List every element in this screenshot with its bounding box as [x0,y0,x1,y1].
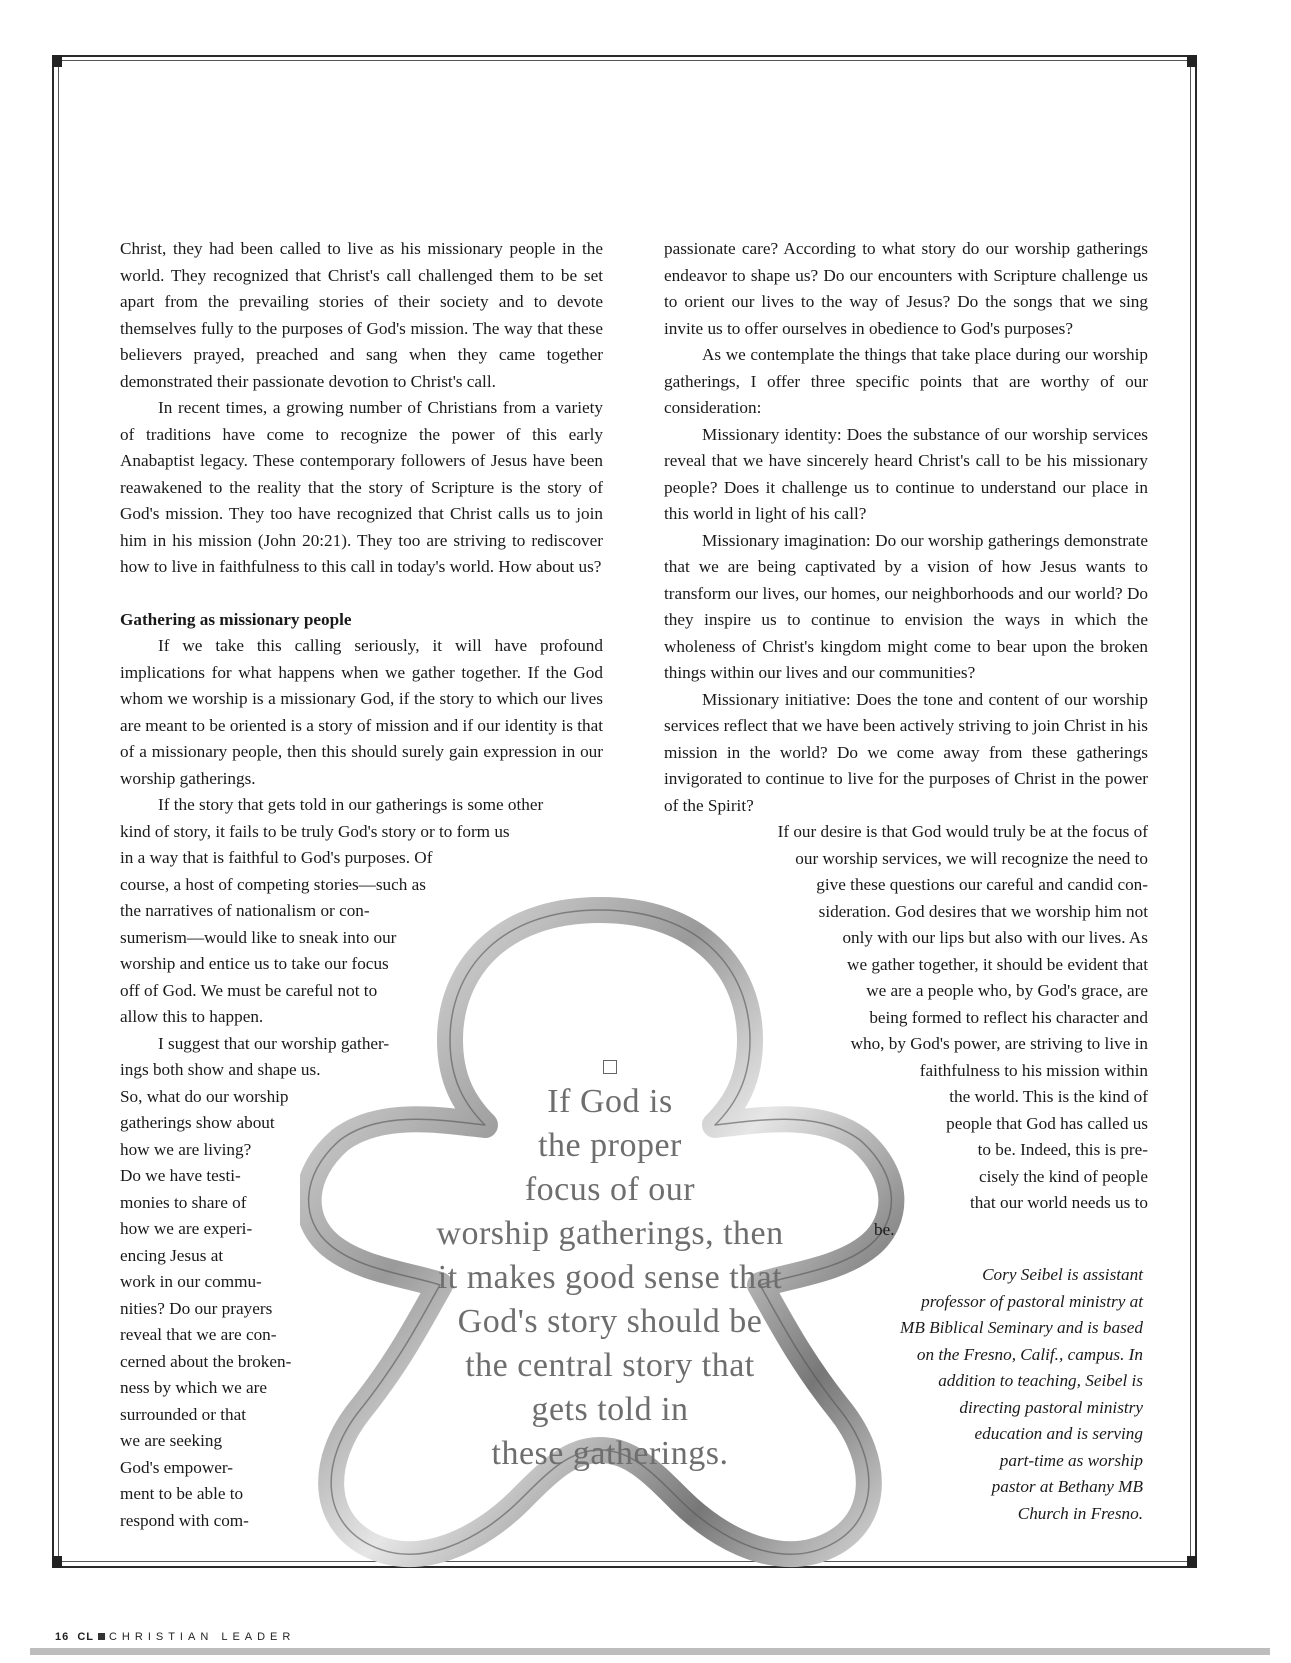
text-line: reveal that we are con- [120,1325,277,1344]
text-line: off of God. We must be careful not to [120,980,378,1000]
bio-line: education and is serving [974,1424,1143,1443]
bio-line: part-time as worship [999,1450,1143,1470]
pull-quote-line: God's story should be [457,1303,763,1340]
text-line: in a way that is faithful to God's purposes. Of [120,848,433,867]
paragraph: Christ, they had been called to live as his missionary people in the world. They recognized that Christ's call challenged them to be set apart from the prevailing stories of their society and to devote themselves fully to the purposes of God's mission. The way that these believers prayed, preached and sang when they came together demonstrated their passionate devotion to Christ's call. [120,239,603,391]
paragraph: passionate care? According to what story do our worship gatherings endeavor to shape us? Do our encounters with Scripture challenge us to orient our lives to the way of Jesus? Do the songs that we sing invite us to offer ourselves in obedience to God's purposes? [664,239,1148,338]
frame-corner [52,55,62,67]
text-line: kind of story, it fails to be truly God's story or to form us [120,821,510,841]
text-line: we are seeking [120,1431,223,1450]
paragraph: Missionary imagination: Do our worship gatherings demonstrate that we are being captivated by a vision of how Jesus wants to transform our lives, our homes, our neighborhoods and our world? Do they inspire us to continue to envision the ways in which the wholeness of Christ's kingdom might come to bear upon the broken things within our lives and our communities? [664,530,1148,682]
text-line: If our desire is that God would truly be at the focus of [777,822,1148,841]
paragraph: In recent times, a growing number of Christians from a variety of traditions have come to recognize the power of this early Anabaptist legacy. These contemporary followers of Jesus have been reawakened to the reality that the story of Scripture is the story of God's mission. They too have recognized that Christ calls us to join him in his mission (John 20:21). They too are striving to rediscover how to live in faithfulness to this call in today's world. How about us? [120,398,603,576]
text-line: nities? Do our prayers [120,1298,273,1318]
bio-line: Cory Seibel is assistant [982,1265,1143,1284]
section-subheading: Gathering as missionary people [120,609,352,629]
page-footer [55,1631,295,1643]
pull-quote-line: these gatherings. [491,1435,729,1472]
text-line: Do we have testi- [120,1166,241,1185]
paragraph [664,819,1148,1243]
frame-corner [1187,55,1197,67]
text-line: monies to share of [120,1192,247,1212]
bio-line: professor of pastoral ministry at [921,1291,1143,1311]
text-line: how we are experi- [120,1219,253,1238]
text-line: faithfulness to his mission within [919,1060,1148,1080]
frame-corner [1187,1556,1197,1568]
left-column [120,236,603,1534]
text-line: people that God has called us [946,1113,1148,1133]
text-line: how we are living? [120,1139,252,1159]
frame-corner [52,1556,62,1568]
pull-quote-line: If God is [547,1083,673,1120]
pull-quote-line: the proper [538,1127,682,1164]
text-line: ness by which we are [120,1378,268,1397]
text-line: If the story that gets told in our gatherings is some other [158,795,544,814]
right-column [664,236,1148,1243]
text-line: cisely the kind of people [979,1166,1148,1186]
text-line: the world. This is the kind of [949,1087,1148,1106]
text-line: gatherings show about [120,1113,275,1132]
bio-line: directing pastoral ministry [959,1397,1143,1417]
text-line: allow this to happen. [120,1007,264,1026]
text-line: surrounded or that [120,1404,247,1424]
bio-line: Church in Fresno. [1017,1503,1143,1523]
text-line: our worship services, we will recognize the need to [795,848,1148,868]
paragraph: Missionary initiative: Does the tone and content of our worship services reflect that we have been actively striving to join Christ in his mission in the world? Do we come away from these gatherings invigorated to continue to live for the purposes of Christ in the power of the Spirit? [664,689,1148,815]
text-line: ings both show and shape us. [120,1060,321,1079]
paragraph: If we take this calling seriously, it will have profound implications for what happens when we gather together. If the God whom we worship is a missionary God, if the story to which our lives are meant to be oriented is a story of mission and if our identity is that of a missionary people, then this should surely gain expression in our worship gatherings. [120,636,603,788]
square-bullet-icon [98,1633,105,1640]
pull-quote-line: it makes good sense that [437,1259,783,1296]
text-line: sideration. God desires that we worship him not [818,901,1148,921]
text-line: being formed to reflect his character and [869,1007,1148,1027]
pull-quote-line: worship gatherings, then [436,1215,784,1252]
text-line: sumerism—would like to sneak into our [120,927,397,947]
paragraph [120,1031,603,1535]
text-line: work in our commu- [120,1272,262,1291]
text-line: that our world needs us to [969,1193,1148,1212]
text-line: respond with com- [120,1510,249,1530]
paragraph [120,792,603,1031]
pull-quote-line: the central story that [465,1347,755,1384]
bio-line: MB Biblical Seminary and is based [900,1318,1143,1337]
text-line: we gather together, it should be evident that [847,954,1148,974]
pull-quote-line: gets told in [531,1391,689,1428]
paragraph: Missionary identity: Does the substance of our worship services reveal that we have sincerely heard Christ's call to be his missionary people? Does it challenge us to continue to understand our place in this world in light of his call? [664,424,1148,523]
bio-line: addition to teaching, Seibel is [938,1371,1143,1390]
text-line: to be. Indeed, this is pre- [977,1140,1148,1159]
magazine-name: CHRISTIAN LEADER [108,1631,296,1643]
bio-line: pastor at Bethany MB [991,1477,1143,1496]
text-line: the narratives of nationalism or con- [120,901,370,920]
text-line: we are a people who, by God's grace, are [866,981,1148,1000]
text-line: So, what do our worship [120,1086,289,1106]
page-number: 16 [55,1631,70,1643]
text-line: ment to be able to [120,1484,244,1503]
text-line: cerned about the broken- [120,1351,292,1371]
footer-rule [30,1648,1270,1655]
text-line: worship and entice us to take our focus [120,954,389,973]
text-line: who, by God's power, are striving to live in [850,1034,1148,1053]
text-line: God's empower- [120,1457,234,1477]
pull-quote-box-icon [603,1060,617,1074]
paragraph: As we contemplate the things that take place during our worship gatherings, I offer three specific points that are worthy of our consideration: [664,345,1148,417]
text-line: course, a host of competing stories—such as [120,874,426,894]
author-bio [853,1262,1143,1527]
text-line: give these questions our careful and candid con- [816,875,1148,894]
text-line: only with our lips but also with our lives. As [842,928,1148,947]
bio-line: on the Fresno, Calif., campus. In [916,1344,1143,1364]
text-line: be. [874,1219,895,1239]
magazine-abbrev: CL [77,1631,94,1643]
text-line: I suggest that our worship gather- [158,1033,390,1053]
pull-quote-line: focus of our [524,1171,696,1208]
text-line: encing Jesus at [120,1245,224,1265]
